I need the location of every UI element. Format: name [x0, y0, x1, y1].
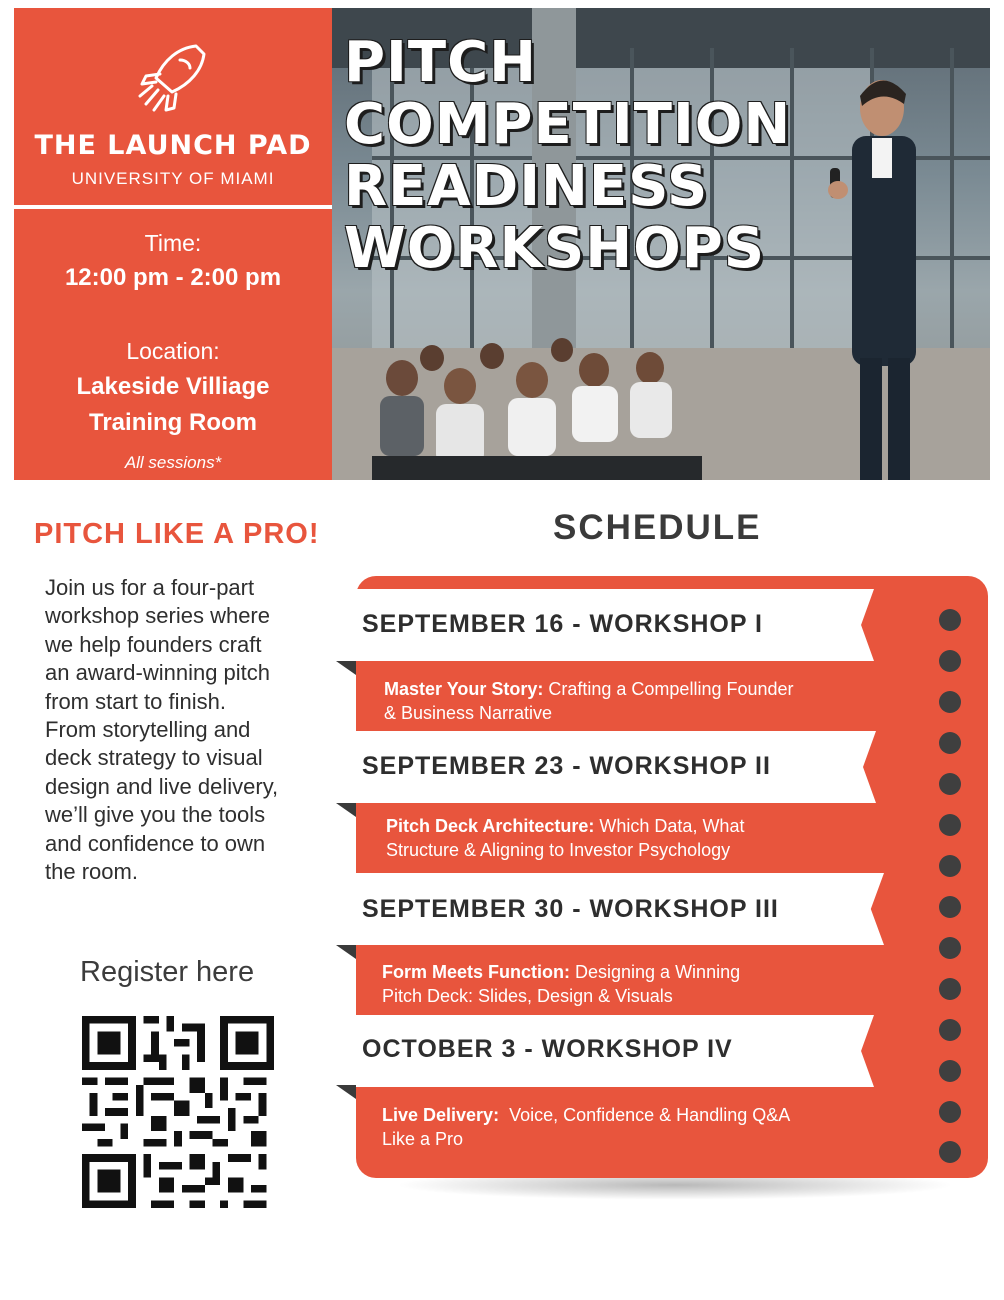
ribbon-fold — [336, 661, 356, 675]
event-headline — [344, 32, 791, 280]
binder-dot — [939, 814, 961, 836]
ribbon-fold — [336, 803, 356, 817]
workshop-description — [384, 678, 884, 725]
brand-panel — [14, 8, 332, 480]
workshop-detail: Like a Pro — [382, 1128, 464, 1149]
workshop-heading: SEPTEMBER 23 - WORKSHOP II — [362, 752, 771, 780]
intro-line: from start to finish. — [45, 688, 226, 714]
location-label: Location: — [126, 338, 220, 364]
workshop-detail: Pitch Deck: Slides, Design & Visuals — [382, 985, 673, 1006]
workshop-topic: Pitch Deck Architecture: — [386, 816, 595, 836]
intro-line: and confidence to own — [45, 830, 266, 856]
logo-area — [14, 8, 332, 204]
intro-line: Join us for a four-part — [45, 575, 255, 600]
qr-code-icon[interactable] — [82, 1016, 274, 1208]
sessions-note: All sessions* — [124, 453, 222, 472]
binder-dot — [939, 937, 961, 959]
workshop-detail: Voice, Confidence & Handling Q&A — [499, 1105, 791, 1125]
workshop-topic: Live Delivery: — [382, 1105, 500, 1125]
workshop-heading: OCTOBER 3 - WORKSHOP IV — [362, 1035, 733, 1063]
ribbon-fold — [336, 945, 356, 959]
intro-line: workshop series where — [45, 603, 270, 629]
binder-dot — [939, 896, 961, 918]
workshop-detail: Crafting a Compelling Founder — [543, 679, 794, 699]
brand-name: THE LAUNCH PAD — [34, 130, 312, 161]
panel-divider — [14, 205, 332, 209]
binder-dot — [939, 1060, 961, 1082]
binder-dot — [939, 732, 961, 754]
rocket-icon — [134, 38, 214, 118]
intro-line: deck strategy to visual — [45, 745, 263, 771]
binder-dot — [939, 978, 961, 1000]
binder-dot — [939, 773, 961, 795]
ribbon-fold — [336, 1085, 356, 1099]
workshop-topic: Master Your Story: — [384, 679, 544, 699]
headline-line-3: READINESS — [344, 154, 709, 219]
location-line-2: Training Room — [89, 409, 257, 436]
headline-line-2: COMPETITION — [344, 92, 792, 157]
intro-line: design and live delivery, — [45, 773, 279, 799]
binder-dot — [939, 609, 961, 631]
intro-line: From storytelling and — [45, 717, 251, 743]
section-heading: PITCH LIKE A PRO! — [34, 518, 320, 550]
workshop-detail: Which Data, What — [594, 816, 745, 836]
workshop-description — [382, 961, 882, 1008]
workshop-topic: Form Meets Function: — [382, 962, 570, 982]
workshop-description — [382, 1104, 882, 1151]
workshop-detail: & Business Narrative — [384, 702, 553, 723]
intro-line: the room. — [45, 859, 138, 885]
workshop-detail: Designing a Winning — [570, 962, 741, 982]
workshop-detail: Structure & Aligning to Investor Psychology — [386, 839, 731, 860]
register-label: Register here — [80, 956, 255, 988]
binder-dot — [939, 1019, 961, 1041]
binder-dot — [939, 1141, 961, 1163]
binder-dot — [939, 855, 961, 877]
time-value: 12:00 pm - 2:00 pm — [64, 264, 282, 291]
workshop-heading: SEPTEMBER 30 - WORKSHOP III — [362, 895, 779, 923]
headline-line-1: PITCH — [344, 30, 538, 95]
binder-dot — [939, 691, 961, 713]
intro-paragraph — [45, 574, 320, 886]
workshop-heading: SEPTEMBER 16 - WORKSHOP I — [362, 610, 763, 638]
brand-subtitle: UNIVERSITY OF MIAMI — [71, 169, 275, 188]
location-line-1: Lakeside Villiage — [76, 373, 270, 400]
workshop-description — [386, 815, 886, 862]
binder-dot — [939, 650, 961, 672]
intro-line: we help founders craft — [45, 631, 262, 657]
time-label: Time: — [144, 230, 202, 256]
intro-line: we’ll give you the tools — [45, 802, 266, 828]
headline-line-4: WORKSHOPS — [344, 216, 766, 281]
intro-line: an award-winning pitch — [45, 660, 271, 686]
binder-dot — [939, 1101, 961, 1123]
schedule-title: SCHEDULE — [553, 508, 762, 547]
